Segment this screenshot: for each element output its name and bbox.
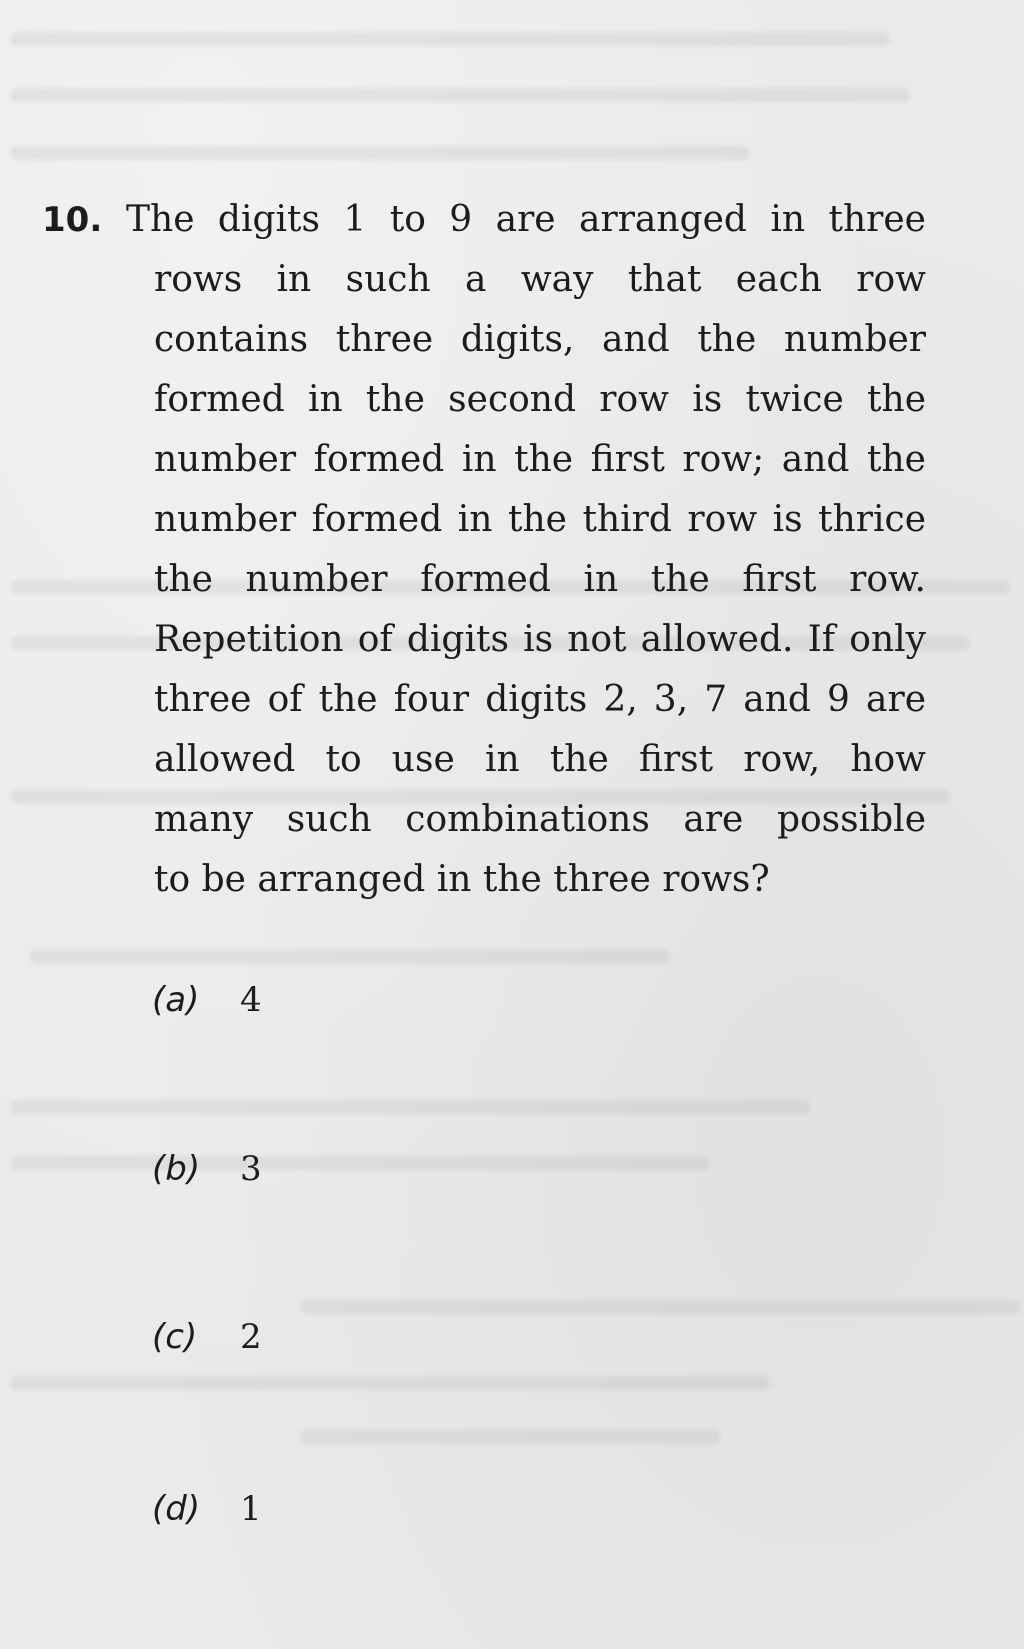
question-line: the number formed in the first row. [154,559,926,600]
option-value: 4 [240,980,262,1020]
question-line: number formed in the first row; and the [154,439,926,480]
bleed-through-line [10,1100,810,1114]
question-line: number formed in the third row is thrice [154,499,926,540]
bleed-through-line [10,88,910,102]
option-a[interactable] [152,975,262,1025]
option-label: (a) [152,980,200,1020]
bleed-through-line [300,1300,1020,1314]
option-value: 2 [240,1317,262,1357]
bleed-through-line [30,950,670,964]
question-text [126,190,926,910]
option-label: (d) [152,1489,201,1529]
option-value: 1 [240,1489,262,1529]
option-d[interactable] [152,1484,262,1534]
question-line: contains three digits, and the number [154,319,926,360]
bleed-through-line [10,146,750,160]
option-value: 3 [240,1149,262,1189]
question-line: three of the four digits 2, 3, 7 and 9 are [154,679,926,720]
option-c[interactable] [152,1312,262,1362]
option-label: (c) [152,1317,198,1357]
bleed-through-line [10,1376,770,1390]
question-number: 10. [42,200,103,240]
bleed-through-line [10,1156,710,1170]
question-line: allowed to use in the first row, how [154,739,926,780]
question-line: many such combinations are possible [154,799,926,840]
bleed-through-line [10,32,890,46]
option-label: (b) [152,1149,201,1189]
question-line: Repetition of digits is not allowed. If only [154,619,926,660]
bleed-through-line [300,1430,720,1444]
option-b[interactable] [152,1144,262,1194]
question-line: to be arranged in the three rows? [154,859,770,900]
question-line: The digits 1 to 9 are arranged in three [126,199,926,240]
question-line: rows in such a way that each row [154,259,926,300]
question-line: formed in the second row is twice the [154,379,926,420]
